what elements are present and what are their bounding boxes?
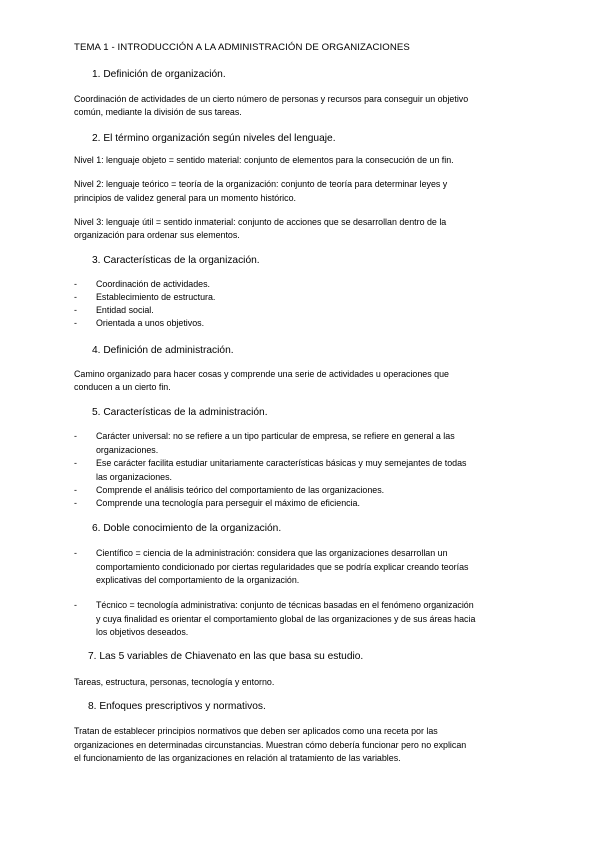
- section-heading-1: 1. Definición de organización.: [92, 69, 226, 80]
- list-item-text: Comprende una tecnología para perseguir el máximo de eficiencia.: [96, 498, 360, 508]
- paragraph-line: común, mediante la división de sus tareas.: [74, 107, 242, 117]
- bullet-dash: -: [74, 279, 77, 289]
- list-item-text: Técnico = tecnología administrativa: conjunto de técnicas basadas en el fenómeno organización: [96, 600, 474, 610]
- section-heading-3: 3. Características de la organización.: [92, 255, 260, 266]
- paragraph-line: Nivel 3: lenguaje útil = sentido inmaterial: conjunto de acciones que se desarrollan dentro de la: [74, 217, 447, 227]
- list-item-text: explicativas del comportamiento de la organización.: [96, 575, 300, 585]
- list-item-text: y cuya finalidad es orientar el comportamiento global de las organizaciones y de sus áreas hacia: [96, 613, 476, 624]
- list-item: [74, 484, 385, 498]
- list-item: [74, 291, 216, 305]
- bullet-dash: -: [74, 431, 77, 441]
- paragraph-line: conducen a un cierto fin.: [74, 382, 171, 392]
- list-item: [74, 430, 455, 457]
- list-item-text: Orientada a unos objetivos.: [96, 318, 205, 328]
- list-item-text: Establecimiento de estructura.: [96, 292, 216, 302]
- paragraph-line: Tratan de establecer principios normativos que deben ser aplicados como una receta por las: [74, 726, 438, 736]
- list-item: [74, 457, 467, 484]
- list-item-text: las organizaciones.: [96, 471, 172, 482]
- paragraph-line: Tareas, estructura, personas, tecnología y entorno.: [74, 677, 275, 687]
- list-item-text: Carácter universal: no se refiere a un tipo particular de empresa, se refiere en general a las: [96, 431, 455, 441]
- bullet-dash: -: [74, 498, 77, 508]
- list-item: [74, 599, 476, 640]
- list-item-text: Ese carácter facilita estudiar unitariamente características básicas y muy semejantes de todas: [96, 458, 467, 468]
- list-item: [74, 278, 210, 292]
- list-item: [74, 317, 205, 331]
- section-heading-6: 6. Doble conocimiento de la organización.: [92, 523, 282, 534]
- section-heading-4: 4. Definición de administración.: [92, 345, 234, 356]
- list-item-text: comportamiento condicionado por ciertas regularidades que se podría explicar creando teorías: [96, 561, 469, 572]
- list-item-text: Comprende el análisis teórico del comportamiento de las organizaciones.: [96, 485, 385, 495]
- bullet-dash: -: [74, 485, 77, 495]
- bullet-dash: -: [74, 600, 77, 610]
- list-item: [74, 304, 154, 318]
- list-item-text: Científico = ciencia de la administración: considera que las organizaciones desarrollan un: [96, 548, 448, 558]
- section-heading-7: 7. Las 5 variables de Chiavenato en las que basa su estudio.: [88, 651, 364, 662]
- list-item-text: organizaciones.: [96, 444, 159, 455]
- page-title: TEMA 1 - INTRODUCCIÓN A LA ADMINISTRACIÓN DE ORGANIZACIONES: [74, 42, 410, 53]
- paragraph-line: Nivel 2: lenguaje teórico = teoría de la organización: conjunto de teoría para determinar leyes y: [74, 179, 448, 189]
- paragraph-line: Coordinación de actividades de un cierto número de personas y recursos para conseguir un objetivo: [74, 94, 469, 104]
- list-item: [74, 547, 469, 588]
- paragraph-line: organizaciones en determinadas circunstancias. Muestran cómo debería funcionar pero no explican: [74, 740, 467, 750]
- bullet-dash: -: [74, 548, 77, 558]
- bullet-dash: -: [74, 458, 77, 468]
- section-heading-5: 5. Características de la administración.: [92, 407, 268, 418]
- section-heading-2: 2. El término organización según niveles del lenguaje.: [92, 133, 336, 144]
- paragraph-line: Nivel 1: lenguaje objeto = sentido material: conjunto de elementos para la consecución de un fin.: [74, 155, 454, 165]
- bullet-dash: -: [74, 318, 77, 328]
- paragraph-line: el funcionamiento de las organizaciones en relación al tratamiento de las variables.: [74, 753, 401, 763]
- paragraph-line: Camino organizado para hacer cosas y comprende una serie de actividades u operaciones que: [74, 369, 449, 379]
- list-item-text: Entidad social.: [96, 305, 154, 315]
- paragraph-line: principios de validez general para un momento histórico.: [74, 193, 296, 203]
- section-heading-8: 8. Enfoques prescriptivos y normativos.: [88, 701, 266, 712]
- list-item-text: los objetivos deseados.: [96, 627, 189, 637]
- paragraph-line: organización para ordenar sus elementos.: [74, 230, 240, 240]
- bullet-dash: -: [74, 292, 77, 302]
- list-item: [74, 497, 360, 511]
- list-item-text: Coordinación de actividades.: [96, 279, 210, 289]
- bullet-dash: -: [74, 305, 77, 315]
